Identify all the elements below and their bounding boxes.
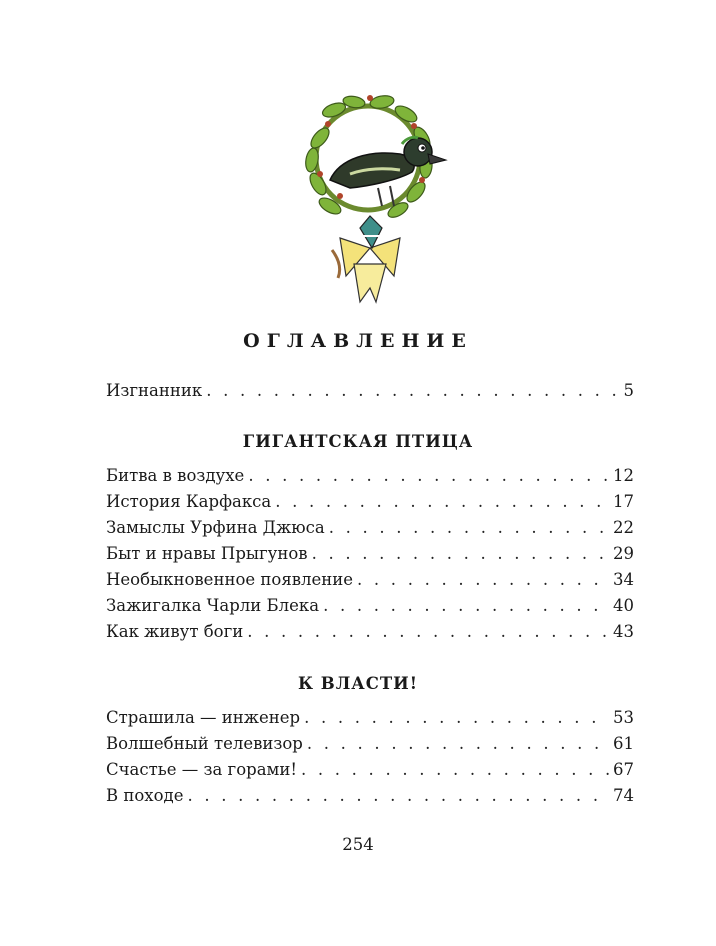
toc-entry[interactable]	[106, 515, 634, 541]
toc-entry-title: История Карфакса	[106, 492, 272, 511]
toc-entry-page: 40	[613, 596, 634, 615]
toc-entry-title: Необыкновенное появление	[106, 570, 354, 589]
toc-leader-dots	[329, 515, 609, 541]
toc-entry-title: Зажигалка Чарли Блека	[106, 596, 320, 615]
toc-entry-title: Замыслы Урфина Джюса	[106, 518, 325, 537]
toc-entry-page: 22	[613, 518, 634, 537]
toc-entry-page: 61	[613, 734, 634, 753]
toc-leader-dots	[357, 567, 609, 593]
toc-leader-dots	[307, 731, 609, 757]
toc-entry-title: Как живут боги	[106, 622, 244, 641]
toc-entry-page: 53	[613, 708, 634, 727]
toc-entry[interactable]	[106, 489, 634, 515]
toc-entry-title: Изгнанник	[106, 381, 203, 400]
toc-entry[interactable]	[106, 757, 634, 783]
toc-leader-dots	[275, 489, 609, 515]
toc-entry[interactable]	[106, 705, 634, 731]
toc-entry[interactable]	[106, 541, 634, 567]
toc-leader-dots	[187, 783, 609, 809]
toc-entry[interactable]	[106, 731, 634, 757]
toc-entry-page: 5	[623, 381, 634, 400]
toc-entry-page: 67	[613, 760, 634, 779]
ribbon-bow	[332, 216, 400, 302]
toc-entry-title: Страшила — инженер	[106, 708, 301, 727]
toc-entry-page: 43	[613, 622, 634, 641]
section-heading: К ВЛАСТИ!	[298, 674, 418, 693]
wreath-bird-illustration	[290, 88, 450, 310]
toc-entry[interactable]	[106, 783, 634, 809]
toc-entry-title: Волшебный телевизор	[106, 734, 303, 753]
section-heading: ГИГАНТСКАЯ ПТИЦА	[242, 432, 474, 451]
toc-leader-dots	[323, 593, 609, 619]
toc-leader-dots	[301, 757, 609, 783]
toc-entry[interactable]	[106, 567, 634, 593]
toc-entry-page: 12	[613, 466, 634, 485]
toc-entry[interactable]	[106, 463, 634, 489]
toc-entry-title: Битва в воздухе	[106, 466, 245, 485]
toc-entry-page: 34	[613, 570, 634, 589]
page-number: 254	[342, 835, 374, 854]
toc-entry-title: Быт и нравы Прыгунов	[106, 544, 308, 563]
toc-entry-title: Счастье — за горами!	[106, 760, 297, 779]
toc-entry-page: 74	[613, 786, 634, 805]
toc-entry[interactable]	[106, 378, 634, 404]
toc-leader-dots	[247, 619, 609, 645]
toc-leader-dots	[304, 705, 609, 731]
toc-title: ОГЛАВЛЕНИЕ	[243, 330, 473, 352]
toc-entry[interactable]	[106, 619, 634, 645]
toc-entry-page: 29	[613, 544, 634, 563]
toc-leader-dots	[312, 541, 609, 567]
toc-leader-dots	[248, 463, 609, 489]
toc-entry-title: В походе	[106, 786, 184, 805]
toc-entry[interactable]	[106, 593, 634, 619]
toc-entry-page: 17	[613, 492, 634, 511]
toc-leader-dots	[206, 378, 619, 404]
